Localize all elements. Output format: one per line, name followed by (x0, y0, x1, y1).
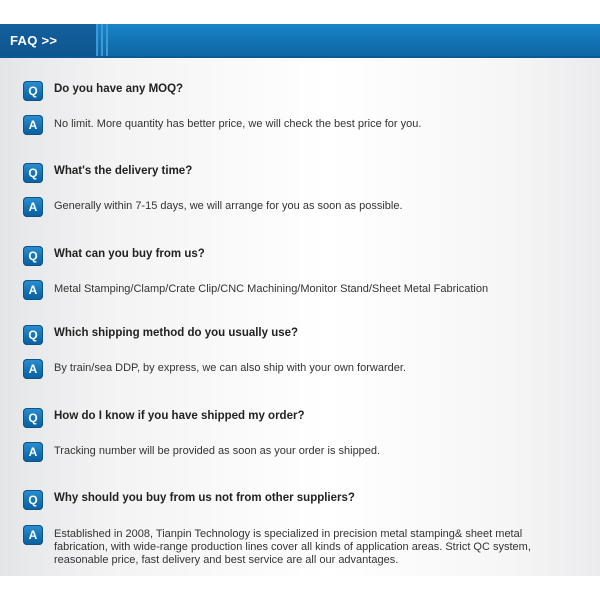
faq-title: FAQ >> (10, 33, 58, 48)
answer-badge: A (23, 280, 43, 300)
question-badge: Q (23, 325, 43, 345)
faq-answer: By train/sea DDP, by express, we can also ship with your own forwarder. (54, 362, 406, 374)
header-stripe (106, 24, 108, 56)
question-badge: Q (23, 81, 43, 101)
answer-badge: A (23, 442, 43, 462)
answer-badge: A (23, 525, 43, 545)
faq-answer: No limit. More quantity has better price, we will check the best price for you. (54, 118, 422, 130)
answer-badge: A (23, 197, 43, 217)
faq-question: Why should you buy from us not from other suppliers? (54, 492, 355, 504)
header-stripe (101, 24, 103, 56)
faq-answer: Tracking number will be provided as soon as your order is shipped. (54, 445, 381, 457)
question-badge: Q (23, 490, 43, 510)
faq-answer: Metal Stamping/Clamp/Crate Clip/CNC Machining/Monitor Stand/Sheet Metal Fabrication (54, 283, 489, 295)
answer-badge: A (23, 359, 43, 379)
faq-question: What can you buy from us? (54, 248, 205, 260)
question-badge: Q (23, 163, 43, 183)
header-stripe (96, 24, 98, 56)
faq-question: Do you have any MOQ? (54, 83, 184, 95)
question-badge: Q (23, 408, 43, 428)
faq-question: What's the delivery time? (54, 165, 193, 177)
faq-header-bar (0, 24, 600, 58)
faq-answer: Established in 2008, Tianpin Technology is specialized in precision metal stamping& sheet metal fabrication, with wide-range production lines cover all kinds of application areas. Strict QC system, reasonable price, fast delivery and best service are all our advantages. (54, 528, 531, 566)
faq-question: Which shipping method do you usually use? (54, 327, 299, 339)
faq-answer: Generally within 7-15 days, we will arrange for you as soon as possible. (54, 200, 403, 212)
answer-badge: A (23, 115, 43, 135)
question-badge: Q (23, 246, 43, 266)
faq-question: How do I know if you have shipped my order? (54, 410, 305, 422)
